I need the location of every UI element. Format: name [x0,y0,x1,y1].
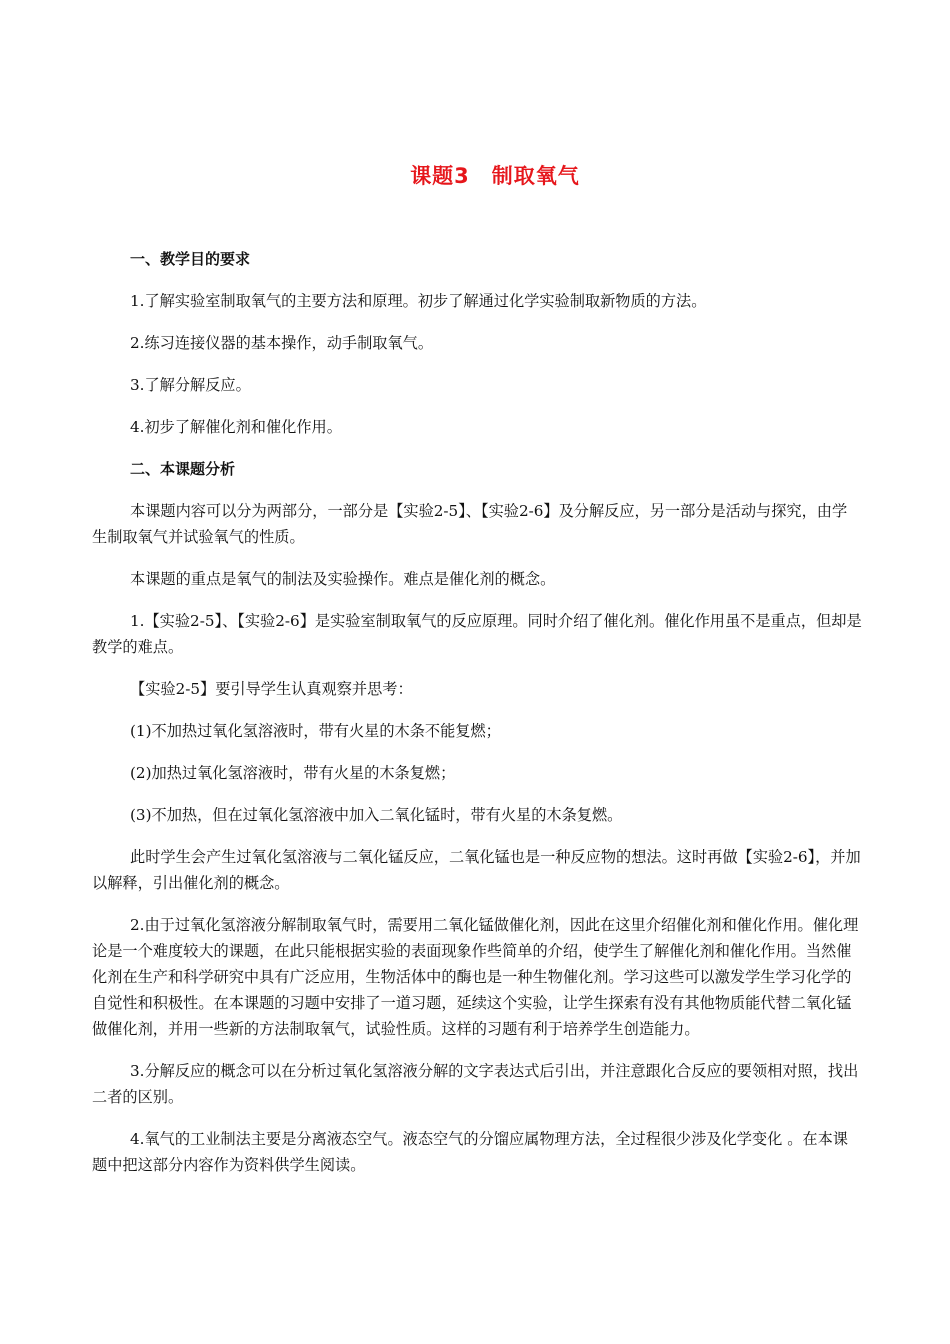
analysis-paragraph: 本课题的重点是氧气的制法及实验操作。难点是催化剂的概念。 [130,570,556,588]
analysis-paragraph: 此时学生会产生过氧化氢溶液与二氧化锰反应，二氧化锰也是一种反应物的想法。这时再做【实验2-6】，并加以解释，引出催化剂的概念。 [92,848,861,892]
analysis-paragraph: (1)不加热过氧化氢溶液时，带有火星的木条不能复燃； [130,722,501,740]
document-body [92,246,862,1194]
section-heading-objectives: 一、教学目的要求 [130,250,251,268]
objective-item: 4.初步了解催化剂和催化作用。 [130,418,342,436]
objective-item: 3.了解分解反应。 [130,376,251,394]
analysis-paragraph: (2)加热过氧化氢溶液时，带有火星的木条复燃； [130,764,456,782]
analysis-paragraph: 4.氧气的工业制法主要是分离液态空气。液态空气的分馏应属物理方法，全过程很少涉及化学变化 。在本课题中把这部分内容作为资料供学生阅读。 [92,1130,848,1174]
analysis-paragraph: 本课题内容可以分为两部分，一部分是【实验2-5】、【实验2-6】及分解反应，另一部分是活动与探究，由学生制取氧气并试验氧气的性质。 [92,502,848,546]
analysis-paragraph: 3.分解反应的概念可以在分析过氧化氢溶液分解的文字表达式后引出，并注意跟化合反应的要领相对照，找出二者的区别。 [92,1062,859,1106]
section-heading-analysis: 二、本课题分析 [130,460,236,478]
objective-item: 2.练习连接仪器的基本操作，动手制取氧气。 [130,334,434,352]
analysis-paragraph: (3)不加热，但在过氧化氢溶液中加入二氧化锰时，带有火星的木条复燃。 [130,806,623,824]
objective-item: 1.了解实验室制取氧气的主要方法和原理。初步了解通过化学实验制取新物质的方法。 [130,292,707,310]
document-title: 课题3 制取氧气 [410,164,580,188]
analysis-paragraph: 1.【实验2-5】、【实验2-6】是实验室制取氧气的反应原理。同时介绍了催化剂。催化作用虽不是重点，但却是教学的难点。 [92,612,862,656]
analysis-paragraph: 【实验2-5】要引导学生认真观察并思考： [130,680,413,698]
analysis-paragraph: 2.由于过氧化氢溶液分解制取氧气时，需要用二氧化锰做催化剂，因此在这里介绍催化剂和催化作用。催化理论是一个难度较大的课题，在此只能根据实验的表面现象作些简单的介绍，使学生了解催化剂和催化作用。当然催化剂在生产和科学研究中具有广泛应用，生物活体中的酶也是一种生物催化剂。学习这些可以激发学生学习化学的自觉性和积极性。在本课题的习题中安排了一道习题，延续这个实验，让学生探索有没有其他物质能代替二氧化锰做催化剂，并用一些新的方法制取氧气，试验性质。这样的习题有利于培养学生创造能力。 [92,916,859,1038]
